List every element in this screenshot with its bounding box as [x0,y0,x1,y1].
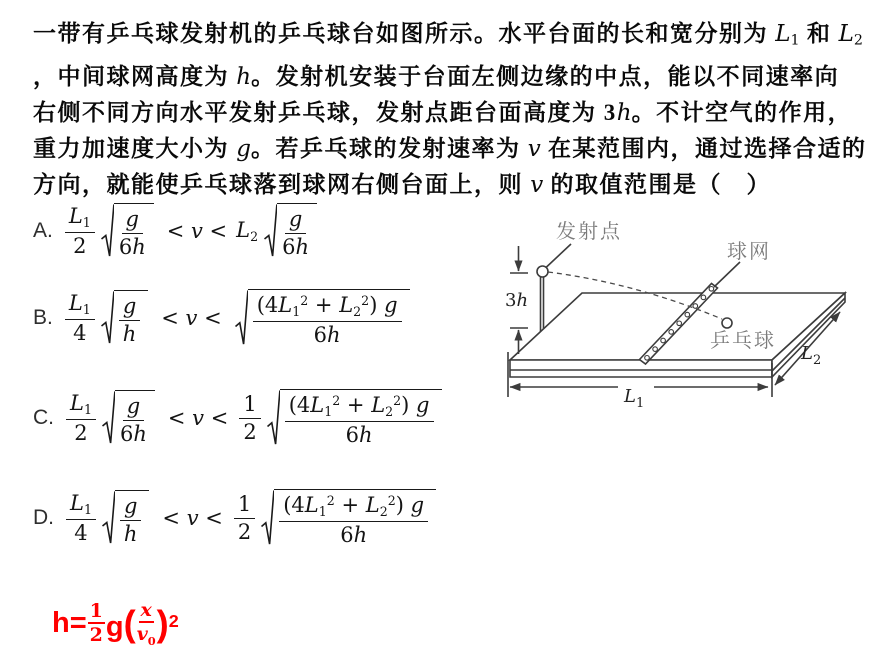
fraction-one-half: $\frac{1}{2}$ [234,492,255,545]
radical-sign-icon [102,490,115,547]
note-fraction-one-half: $\frac{1}{2}$ [89,600,103,647]
net-label: 球网 [727,241,771,263]
launch-point-circle [537,266,548,277]
radical: $\frac{g}{6h}$ [101,203,154,260]
radical-big: $\frac{(4L1^2 + L2^2) g}{6h}$ [235,289,410,348]
option-c [33,389,446,448]
note-suffix: )$^2$ [156,602,179,644]
radical: $\frac{g}{6h}$ [102,390,155,447]
fraction-one-half: $\frac{1}{2}$ [239,392,260,445]
note-mid: g( [105,602,136,644]
inequality: < v < [162,506,223,531]
radical: $\frac{g}{6h}$ [264,203,317,260]
option-d-label: D. [33,506,54,530]
problem-line-4: 重力加速度大小为 g。若乒乓球的发射速率为 v 在某范围内，通过选择合适的 [33,135,867,162]
ball-label: 乒乓球 [710,330,776,352]
radical-sign-icon [264,203,277,260]
fraction-denominator: 2 [73,233,87,258]
ball-circle [722,318,732,328]
height-3h-label: 3h [505,290,529,311]
table-diagram [500,215,895,410]
fraction-l1-over-4: $\frac{L1}{4}$ [66,491,96,546]
option-c-label: C. [33,406,54,430]
radical-sign-icon [101,203,114,260]
fraction-l1-over-4: $\frac{L1}{4}$ [65,291,95,346]
inequality: < v < [167,406,229,431]
launch-pole [541,277,544,332]
launch-point-pointer-line [547,244,572,267]
option-b-label: B. [33,306,53,330]
option-d [33,489,440,548]
inequality: < v < [166,219,228,244]
option-a [33,203,321,260]
option-b [33,289,414,348]
dimension-3h [505,246,528,354]
launch-point-label: 发射点 [556,221,622,243]
inequality: < v < [161,306,222,331]
problem-line-5: 方向，就能使乒乓球落到球网右侧台面上，则 v 的取值范围是（ ） [33,171,771,198]
fraction-l1-over-2 [65,204,95,259]
radical-sign-icon [261,489,274,548]
radical-big: $\frac{(4L1^2 + L2^2) g}{6h}$ [261,489,436,548]
l2-label: $L_2$ [801,343,822,368]
radical: $\frac{g}{h}$ [101,290,148,347]
note-prefix: h= [52,607,87,640]
net-pointer-line [714,262,740,287]
radical-sign-icon [101,290,114,347]
note-fraction-x-over-v0: $\frac{x}{v_0}$ [136,599,156,649]
problem-line-1: 一带有乒乓球发射机的乒乓球台如图所示。水平台面的长和宽分别为 L1 和 L2 [33,21,863,49]
coefficient-l2: L2 [236,218,259,245]
radical-sign-icon [102,390,115,447]
table-front-face [510,360,772,377]
l1-label: $L_1$ [624,386,645,410]
radical-sign-icon [235,289,248,348]
problem-line-3: 右侧不同方向水平发射乒乓球，发射点距台面高度为 3h。不计空气的作用， [33,99,853,126]
problem-text [33,16,883,203]
fraction-l1-over-2: $\frac{L1}{2}$ [66,391,96,446]
annotation-formula [52,600,179,648]
option-a-label: A. [33,219,53,243]
problem-line-2: ，中间球网高度为 h。发射机安装于台面左侧边缘的中点，能以不同速率向 [33,63,840,90]
radical-sign-icon [267,389,280,448]
radical: $\frac{g}{h}$ [102,490,149,547]
fraction-numerator: L1 [65,204,95,233]
radical-big: $\frac{(4L1^2 + L2^2) g}{6h}$ [267,389,442,448]
